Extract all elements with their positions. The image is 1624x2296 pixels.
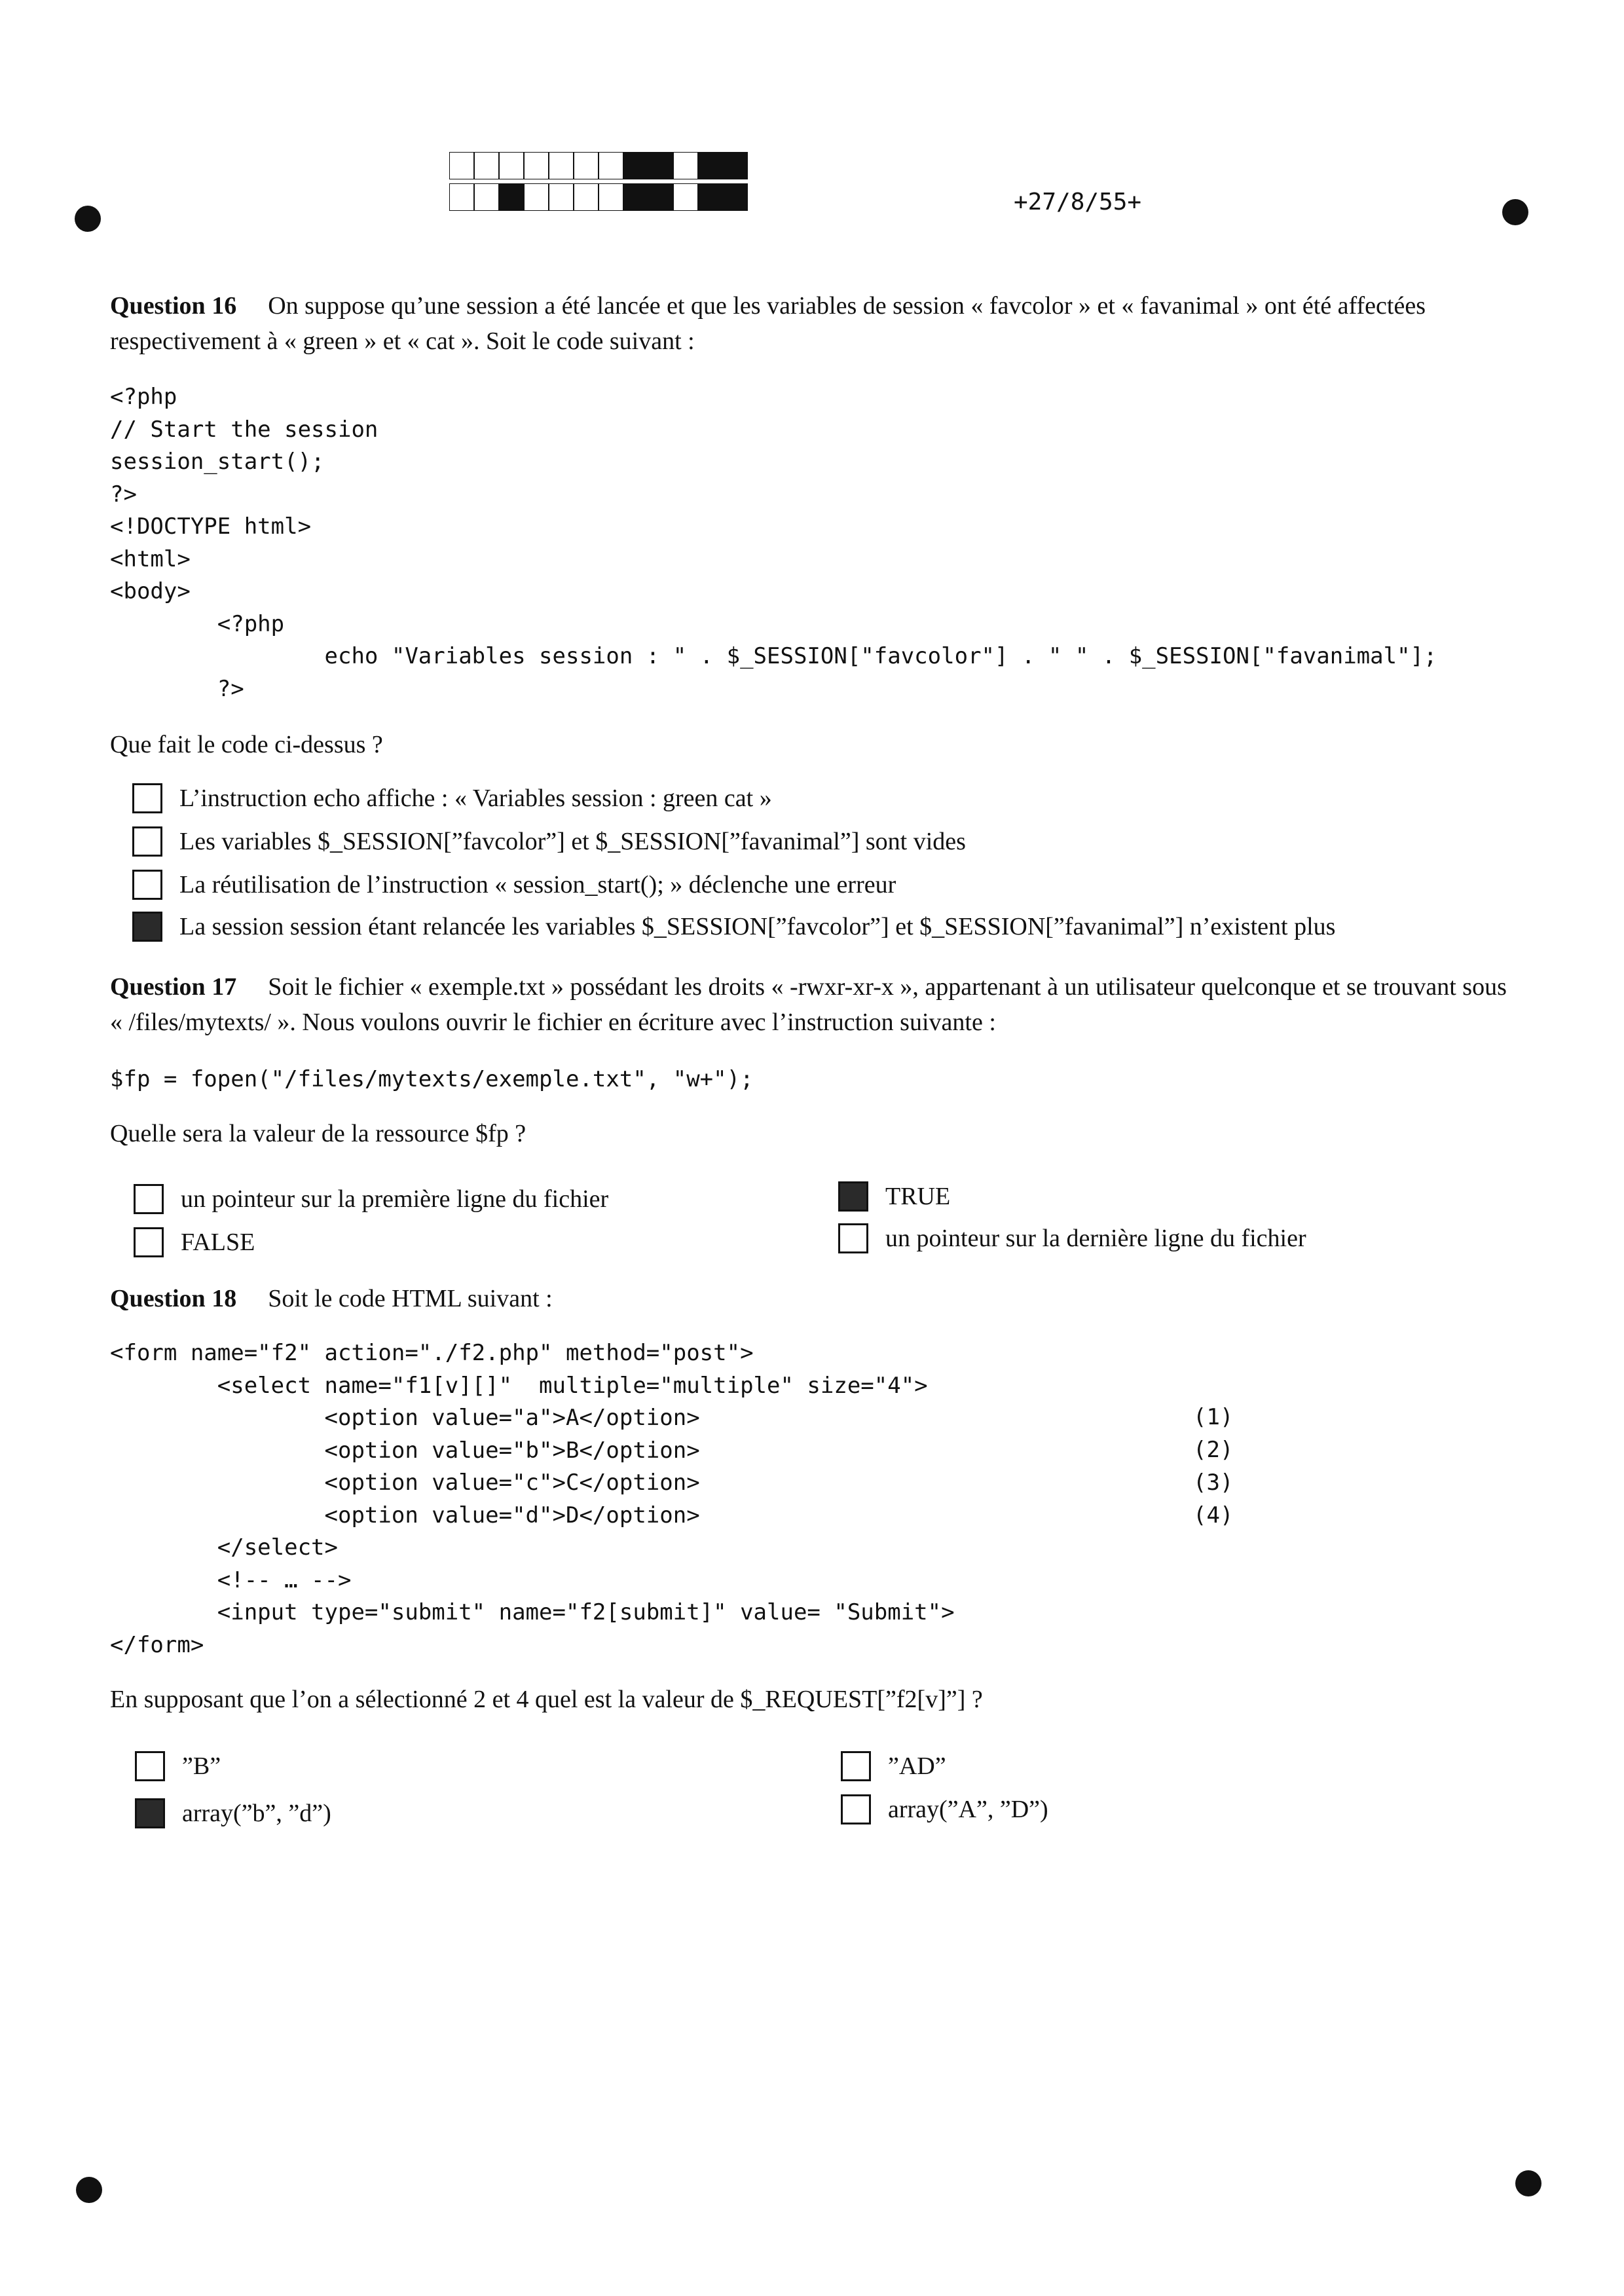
answer-checkbox[interactable]: [838, 1181, 868, 1212]
question-18-option-3[interactable]: [841, 1749, 946, 1784]
barcode-cell: [599, 183, 623, 211]
barcode-cell: [449, 183, 474, 211]
code-line-number: (1): [1193, 1404, 1234, 1430]
barcode-cell: [723, 183, 748, 211]
question-18-option-4[interactable]: [841, 1792, 1048, 1827]
answer-checkbox[interactable]: [134, 1227, 164, 1257]
answer-checkbox[interactable]: [132, 783, 162, 813]
question-18-option-1[interactable]: [135, 1749, 221, 1784]
barcode-cell: [474, 183, 499, 211]
answer-checkbox[interactable]: [838, 1223, 868, 1253]
option-label: La réutilisation de l’instruction « session_start(); » déclenche une erreur: [179, 871, 896, 898]
question-16-option-4[interactable]: [132, 909, 1335, 944]
barcode-cell: [549, 183, 574, 211]
question-16-option-1[interactable]: [132, 781, 772, 816]
question-17-option-3[interactable]: [838, 1179, 950, 1214]
page-id: +27/8/55+: [1014, 189, 1142, 215]
barcode-cell: [623, 183, 648, 211]
question-18-text: Soit le code HTML suivant :: [268, 1285, 553, 1312]
barcode-cell: [623, 152, 648, 179]
question-16-statement: [110, 288, 1518, 359]
code-line-number: (4): [1193, 1502, 1234, 1528]
barcode-cell: [673, 152, 698, 179]
question-16-code: <?php // Start the session session_start(); ?> <!DOCTYPE html> <html> <body> <?php echo "Variables session : " . $_SESSION["favcolor"] . " " . $_SESSION["favanimal"]; ?>: [110, 384, 1437, 702]
question-16-option-2[interactable]: [132, 824, 966, 859]
barcode-cell: [524, 183, 549, 211]
registration-mark-bottom-left: [76, 2177, 102, 2203]
option-label: FALSE: [181, 1229, 255, 1256]
question-18-code: <form name="f2" action="./f2.php" method="post"> <select name="f1[v][]" multiple="multiple" size="4"> <option value="a">A</option> <option value="b">B</option> <option value="c">C</option> <option value="d">D</option> </select> <!-- … --> <input type="submit" name="f2[submit]" value= "Submit"> </form>: [110, 1340, 955, 1658]
registration-mark-top-left: [75, 206, 101, 232]
question-18-statement: [110, 1281, 1518, 1316]
option-label: array(”A”, ”D”): [888, 1796, 1048, 1823]
barcode-cell: [524, 152, 549, 179]
answer-checkbox[interactable]: [132, 912, 162, 942]
option-label: Les variables $_SESSION[”favcolor”] et $_SESSION[”favanimal”] sont vides: [179, 828, 966, 855]
option-label: L’instruction echo affiche : « Variables session : green cat »: [179, 785, 772, 812]
question-17-text: Soit le fichier « exemple.txt » possédant les droits « -rwxr-xr-x », appartenant à un utilisateur quelconque et se trouvant sous « /files/mytexts/ ». Nous voulons ouvrir le fichier en écriture avec l’instruction suivante :: [110, 973, 1507, 1036]
question-17-prompt: Quelle sera la valeur de la ressource $fp ?: [110, 1120, 526, 1147]
barcode-cell: [549, 152, 574, 179]
answer-checkbox[interactable]: [841, 1794, 871, 1824]
barcode-cell: [449, 152, 474, 179]
answer-checkbox[interactable]: [132, 870, 162, 900]
answer-checkbox[interactable]: [135, 1751, 165, 1781]
question-17-statement: [110, 969, 1518, 1040]
question-17-heading: Question 17: [110, 973, 237, 1001]
barcode-cell: [698, 183, 723, 211]
answer-checkbox[interactable]: [841, 1751, 871, 1781]
question-17-option-2[interactable]: [134, 1225, 255, 1260]
option-label: un pointeur sur la première ligne du fichier: [181, 1185, 609, 1213]
registration-mark-bottom-right: [1515, 2170, 1541, 2196]
barcode-row: [449, 152, 748, 181]
question-18-prompt: En supposant que l’on a sélectionné 2 et 4 quel est la valeur de $_REQUEST[”f2[v]”] ?: [110, 1686, 983, 1713]
question-16-heading: Question 16: [110, 292, 237, 320]
option-label: La session session étant relancée les variables $_SESSION[”favcolor”] et $_SESSION[”favanimal”] n’existent plus: [179, 913, 1336, 940]
barcode-cell: [673, 183, 698, 211]
barcode-cell: [474, 152, 499, 179]
barcode-cell: [698, 152, 723, 179]
barcode-cell: [599, 152, 623, 179]
barcode-cell: [574, 183, 599, 211]
registration-mark-top-right: [1502, 199, 1528, 225]
question-17-option-1[interactable]: [134, 1181, 608, 1217]
option-label: un pointeur sur la dernière ligne du fichier: [885, 1225, 1306, 1252]
barcode-cell: [648, 152, 673, 179]
code-line-number: (3): [1193, 1470, 1234, 1496]
barcode-cell: [499, 152, 524, 179]
question-18-option-2[interactable]: [135, 1796, 331, 1831]
barcode-cell: [723, 152, 748, 179]
barcode-cell: [648, 183, 673, 211]
answer-checkbox[interactable]: [134, 1184, 164, 1214]
option-label: array(”b”, ”d”): [182, 1800, 331, 1827]
question-17-code: $fp = fopen("/files/mytexts/exemple.txt", "w+");: [110, 1066, 754, 1092]
barcode: [449, 152, 748, 215]
option-label: ”AD”: [888, 1752, 946, 1780]
question-16-text: On suppose qu’une session a été lancée et que les variables de session « favcolor » et « favanimal » ont été affectées respectivement à « green » et « cat ». Soit le code suivant :: [110, 292, 1426, 355]
option-label: ”B”: [182, 1752, 221, 1780]
answer-checkbox[interactable]: [132, 826, 162, 857]
code-line-number: (2): [1193, 1437, 1234, 1463]
question-16-option-3[interactable]: [132, 867, 896, 902]
barcode-row: [449, 183, 748, 212]
question-17-option-4[interactable]: [838, 1221, 1306, 1256]
answer-checkbox[interactable]: [135, 1798, 165, 1828]
barcode-cell: [574, 152, 599, 179]
barcode-cell: [499, 183, 524, 211]
question-18-heading: Question 18: [110, 1285, 237, 1312]
option-label: TRUE: [885, 1183, 951, 1210]
question-16-prompt: Que fait le code ci-dessus ?: [110, 731, 383, 758]
